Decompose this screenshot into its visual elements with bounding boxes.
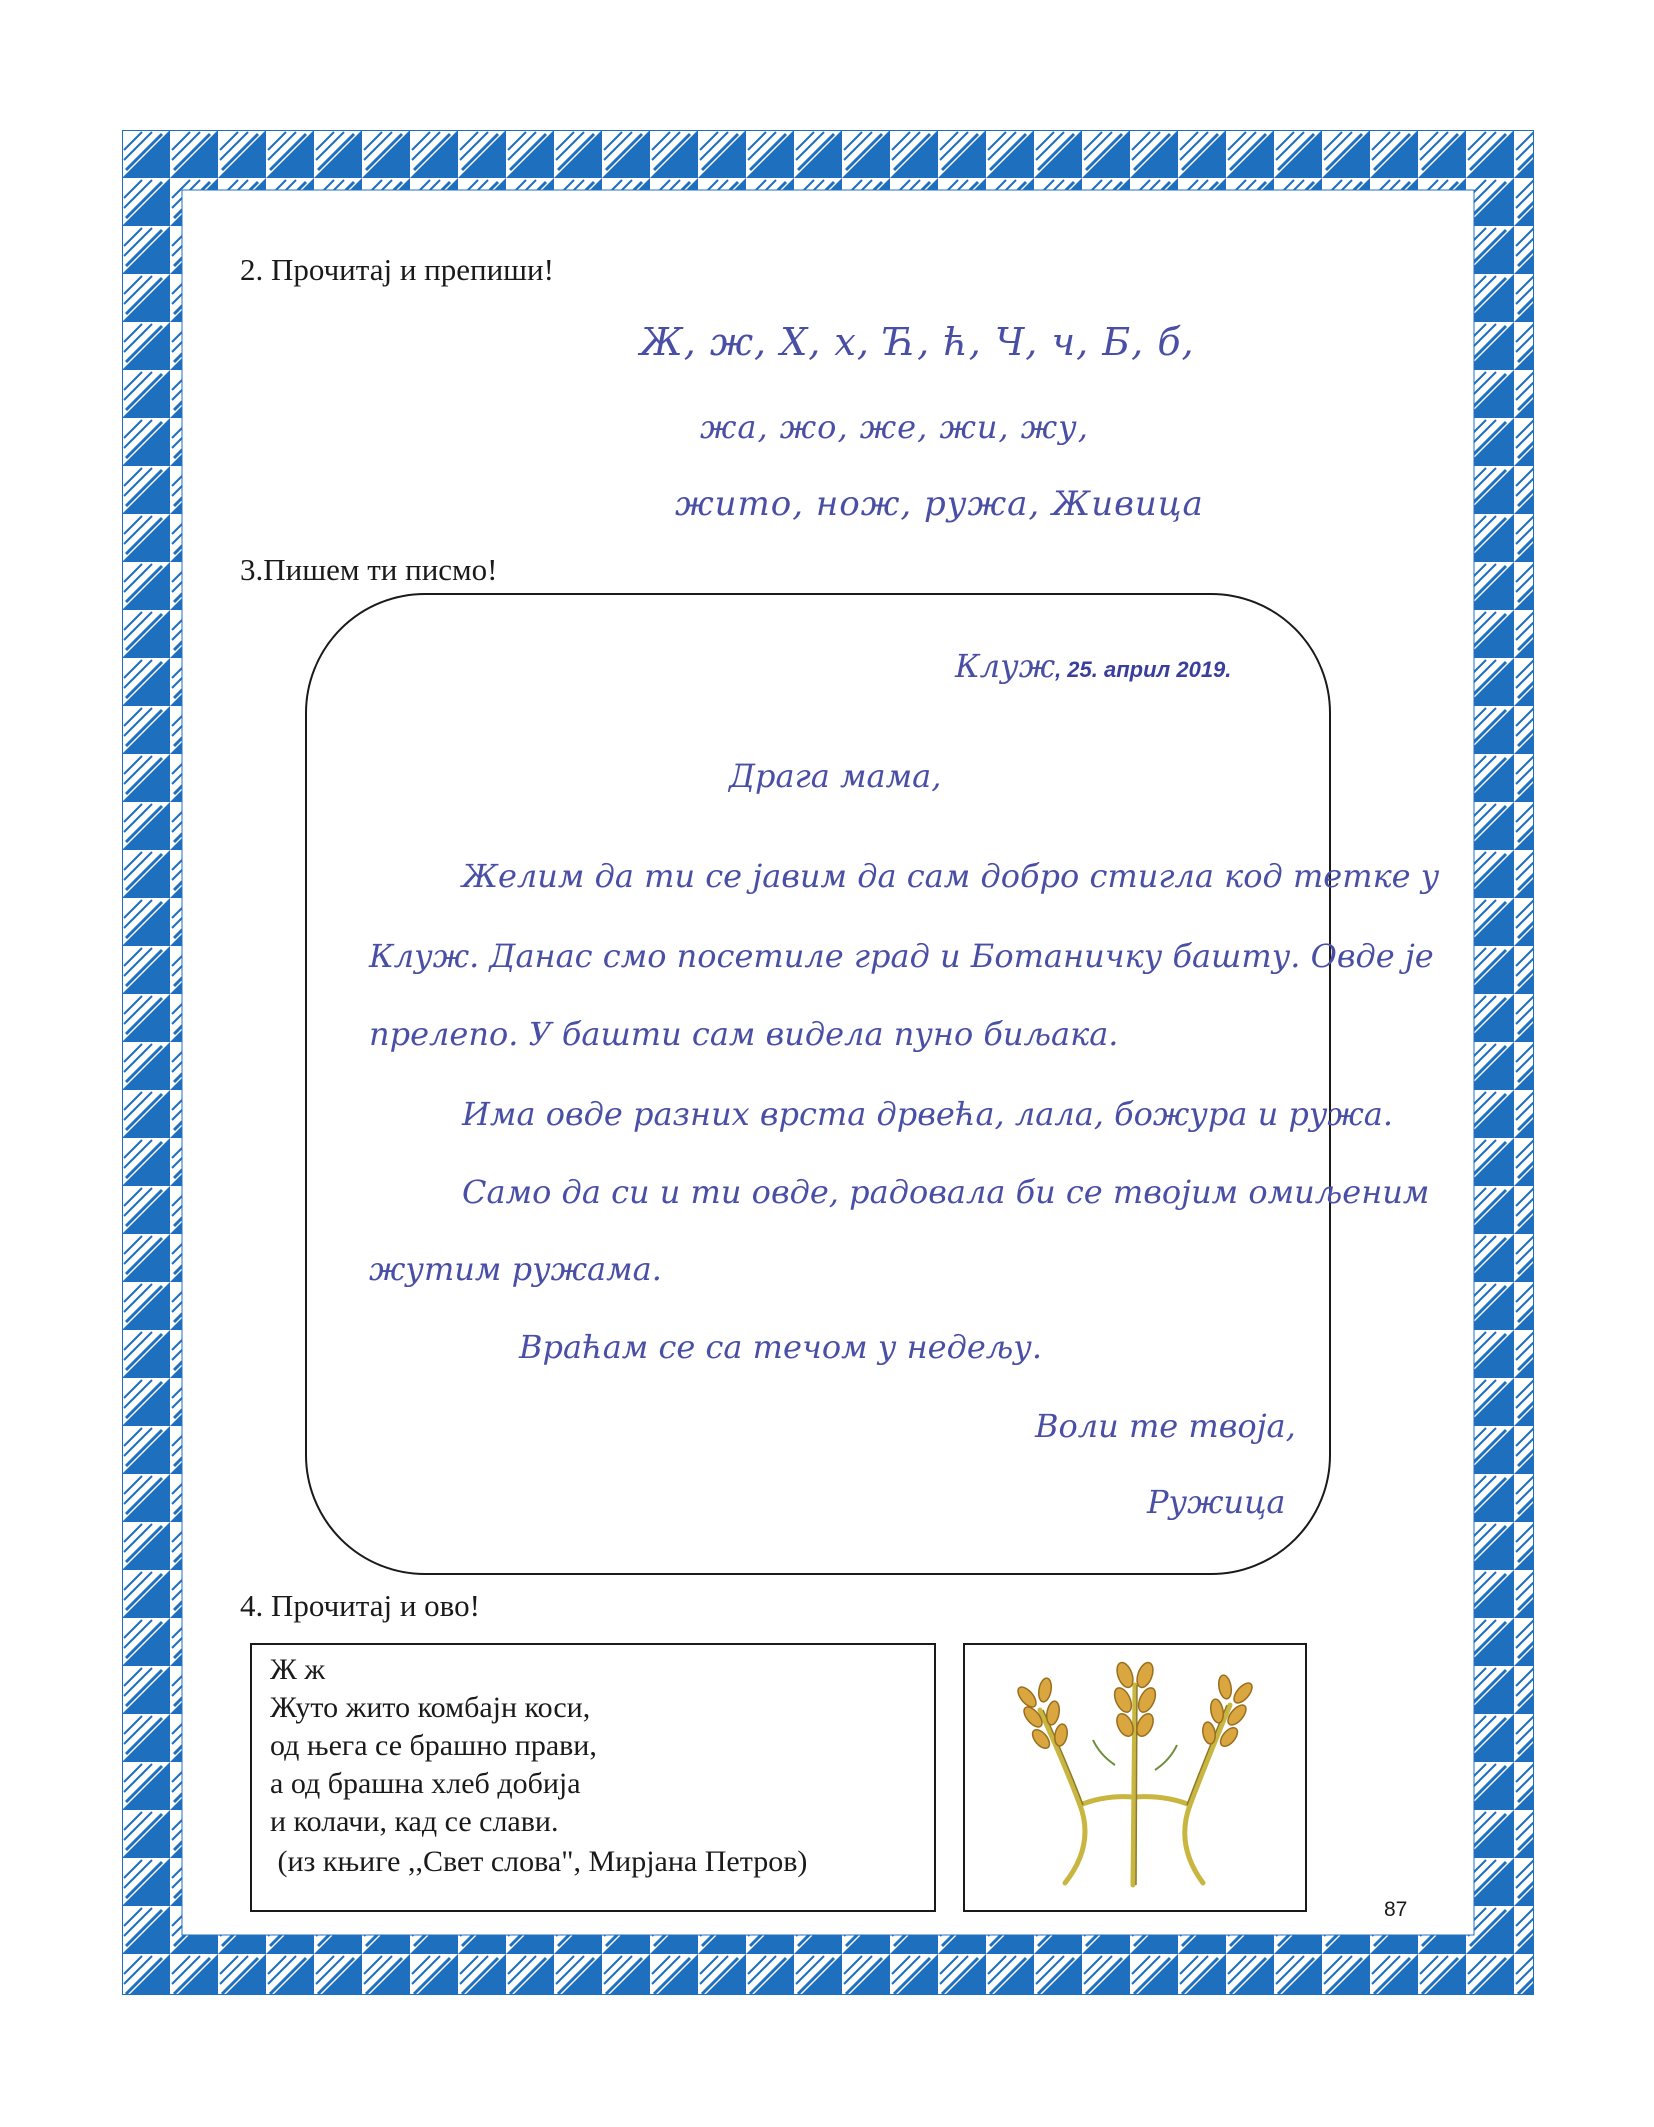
- letter-box: [305, 593, 1440, 1575]
- exercise-2-heading: 2. Прочитај и препиши!: [240, 252, 554, 287]
- poem-line-2: Жуто жито комбајн коси,: [270, 1691, 591, 1724]
- poem-box: [250, 1643, 936, 1912]
- letter-line-5: Само да си и ти овде, радовала би се твојим омиљеним: [462, 1173, 1430, 1211]
- poem-line-4: а од брашна хлеб добија: [270, 1767, 581, 1800]
- letter-line-7: Враћам се са течом у недељу.: [519, 1328, 1043, 1366]
- letter-line-3: прелепо. У башти сам видела пуно биљака.: [369, 1015, 1119, 1053]
- letter-signature: Ружица: [1147, 1483, 1286, 1521]
- letter-line-1: Желим да ти се јавим да сам добро стигла код тетке у: [462, 857, 1440, 895]
- letter-closing: Воли те твоја,: [1035, 1407, 1296, 1445]
- page-number: 87: [1384, 1898, 1408, 1921]
- letter-line-2: Клуж. Данас смо посетиле град и Ботаничку башту. Овде је: [369, 937, 1434, 975]
- script-words-line: жито, нож, ружа, Живица: [675, 484, 1204, 524]
- poem-source: (из књиге ,,Свет слова", Мирјана Петров): [270, 1845, 808, 1878]
- letter-date: , 25. април 2019.: [1055, 657, 1232, 682]
- letter-line-6: жутим ружама.: [369, 1250, 662, 1288]
- exercise-4-heading: 4. Прочитај и ово!: [240, 1588, 480, 1623]
- letter-place: Клуж: [955, 647, 1056, 685]
- script-syllables-line: жа, жо, же, жи, жу,: [700, 408, 1089, 446]
- poem-line-5: и колачи, кад се слави.: [270, 1805, 559, 1838]
- letter-place-date: [955, 647, 1231, 685]
- script-letters-line: Ж, ж, Х, х, Ћ, ћ, Ч, ч, Б, б,: [640, 320, 1195, 364]
- poem-line-3: од њега се брашно прави,: [270, 1729, 597, 1762]
- wheat-letter-zh-illustration: [963, 1643, 1307, 1912]
- poem-line-1: Ж ж: [270, 1653, 326, 1686]
- wheat-icon: [965, 1645, 1305, 1910]
- letter-line-4: Има овде разних врста дрвећа, лала, божура и ружа.: [462, 1095, 1394, 1133]
- letter-greeting: Драга мама,: [729, 757, 942, 795]
- exercise-3-heading: 3.Пишем ти писмо!: [240, 552, 498, 587]
